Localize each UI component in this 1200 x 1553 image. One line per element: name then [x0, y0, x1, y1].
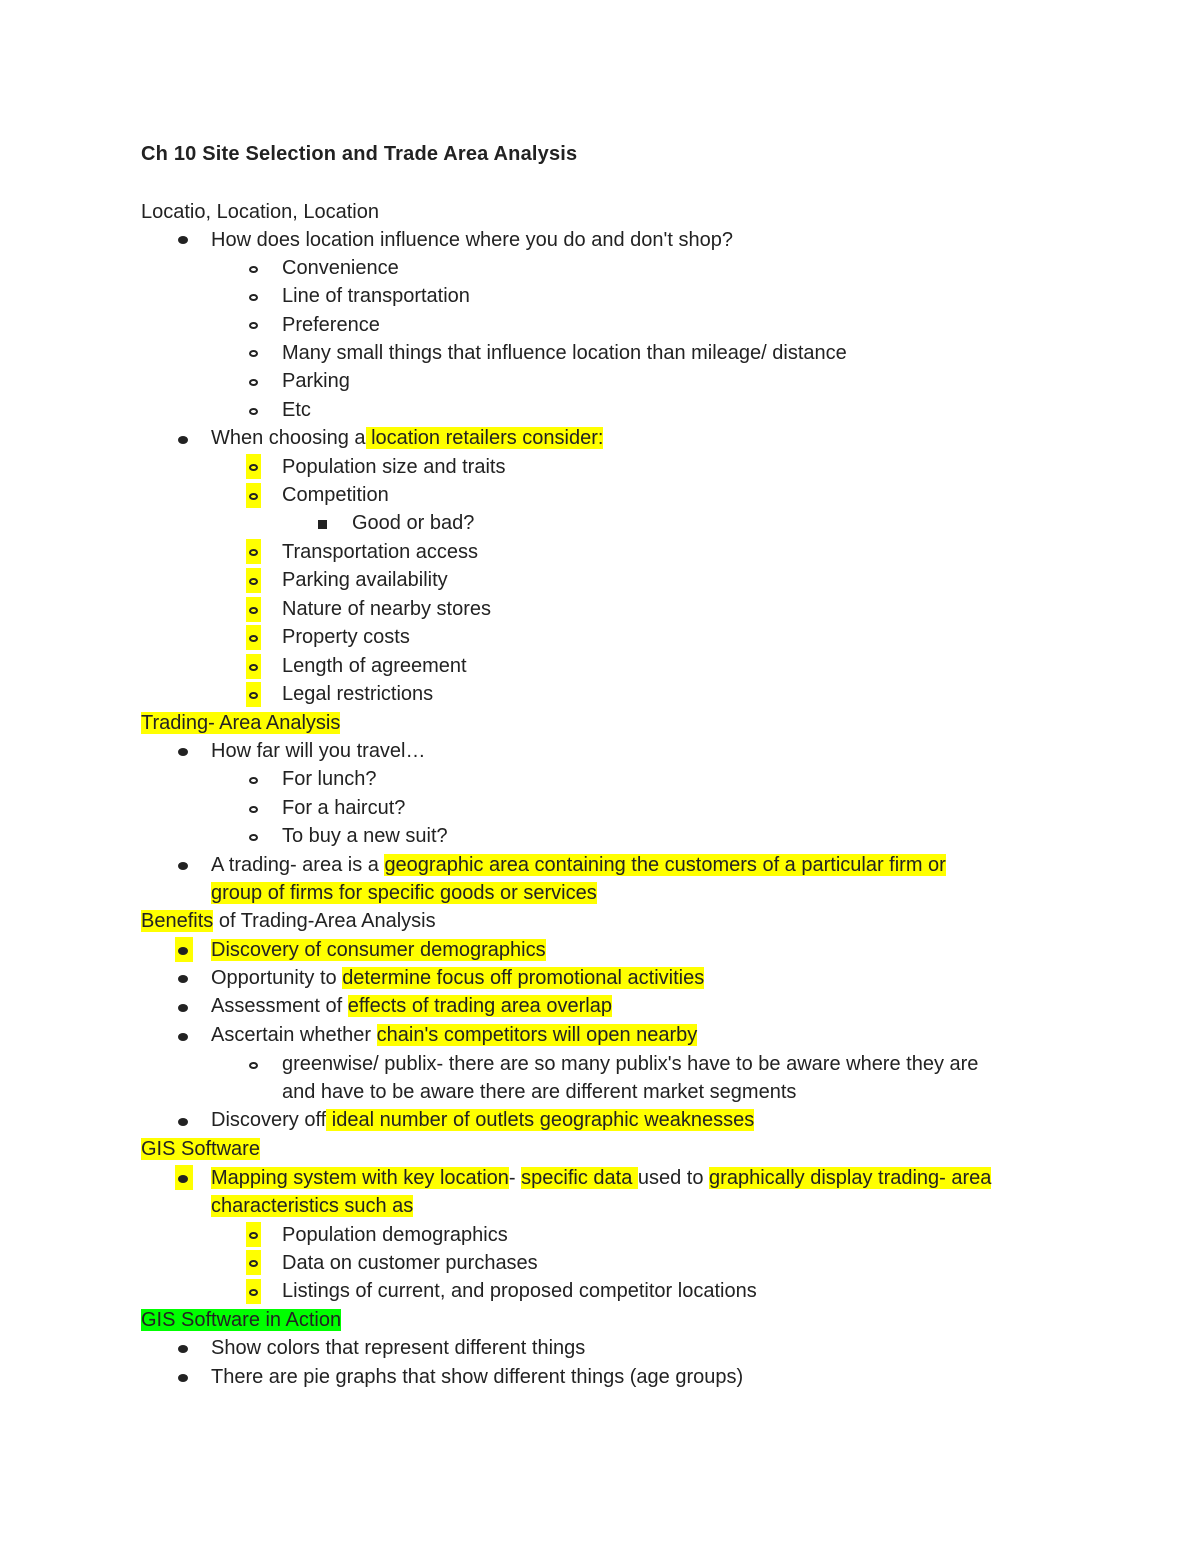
- list-item: Preference: [282, 314, 380, 336]
- list-item: [211, 424, 603, 452]
- circle-bullet-icon: [249, 408, 258, 415]
- list-item-continuation: [211, 1192, 413, 1220]
- section-heading-gis-software: [141, 1135, 260, 1163]
- list-item: To buy a new suit?: [282, 825, 448, 847]
- text: Assessment of: [211, 995, 348, 1017]
- bullet-icon: [178, 1004, 188, 1012]
- list-item-continuation: and have to be aware there are different market segments: [282, 1081, 797, 1103]
- list-item: Parking availability: [282, 569, 448, 591]
- bullet-icon: [178, 1345, 188, 1353]
- highlighted-text: characteristics such as: [211, 1195, 414, 1217]
- section-heading-gis-in-action: [141, 1306, 341, 1334]
- circle-bullet-icon: [249, 806, 258, 813]
- highlighted-text: GIS Software in Action: [141, 1309, 342, 1331]
- bullet-icon: [178, 1175, 188, 1183]
- section-heading-location: Locatio, Location, Location: [141, 201, 379, 223]
- list-item: Length of agreement: [282, 655, 467, 677]
- list-item: Convenience: [282, 257, 399, 279]
- section-heading-trading-area: [141, 709, 340, 737]
- circle-bullet-icon: [249, 1232, 258, 1239]
- circle-bullet-icon: [249, 266, 258, 273]
- highlighted-text: Discovery of consumer demographics: [211, 939, 546, 961]
- text: Ascertain whether: [211, 1024, 377, 1046]
- circle-bullet-icon: [249, 834, 258, 841]
- list-item: [211, 964, 704, 992]
- highlighted-text: chain's competitors will open nearby: [376, 1024, 698, 1046]
- circle-bullet-icon: [249, 578, 258, 585]
- text: Opportunity to: [211, 967, 343, 989]
- list-item: Legal restrictions: [282, 683, 434, 705]
- circle-bullet-icon: [249, 1289, 258, 1296]
- list-item: Population size and traits: [282, 456, 506, 478]
- list-item: Etc: [282, 399, 311, 421]
- highlighted-text: specific data: [521, 1167, 638, 1189]
- list-item: Line of transportation: [282, 285, 470, 307]
- circle-bullet-icon: [249, 350, 258, 357]
- circle-bullet-icon: [249, 493, 258, 500]
- circle-bullet-icon: [249, 607, 258, 614]
- list-item-continuation: [211, 879, 597, 907]
- highlighted-text: graphically display trading- area: [709, 1167, 992, 1189]
- circle-bullet-icon: [249, 1062, 258, 1069]
- list-item: Data on customer purchases: [282, 1252, 538, 1274]
- bullet-icon: [178, 862, 188, 870]
- text: -: [508, 1167, 522, 1189]
- bullet-icon: [178, 436, 188, 444]
- list-item: [211, 992, 612, 1020]
- circle-bullet-icon: [249, 635, 258, 642]
- highlighted-text: GIS Software: [141, 1138, 260, 1160]
- square-bullet-icon: [318, 520, 327, 529]
- list-item: Population demographics: [282, 1224, 508, 1246]
- text: used to: [637, 1167, 710, 1189]
- list-item: How does location influence where you do and don't shop?: [211, 229, 733, 251]
- list-item: [211, 1106, 754, 1134]
- highlighted-text: group of firms for specific goods or services: [211, 882, 597, 904]
- highlighted-text: location retailers consider:: [365, 427, 604, 449]
- circle-bullet-icon: [249, 464, 258, 471]
- highlighted-text: determine focus off promotional activities: [342, 967, 705, 989]
- list-item: [211, 1164, 991, 1192]
- highlighted-text: geographic area containing the customers of a particular firm or: [384, 854, 946, 876]
- highlighted-text: ideal number of outlets geographic weaknesses: [326, 1109, 755, 1131]
- circle-bullet-icon: [249, 664, 258, 671]
- page-title: Ch 10 Site Selection and Trade Area Analysis: [141, 143, 578, 165]
- list-item: Listings of current, and proposed competitor locations: [282, 1280, 757, 1302]
- bullet-icon: [178, 1374, 188, 1382]
- highlighted-text: Mapping system with key location: [211, 1167, 509, 1189]
- circle-bullet-icon: [249, 777, 258, 784]
- list-item: For a haircut?: [282, 797, 406, 819]
- list-item: greenwise/ publix- there are so many publix's have to be aware where they are: [282, 1053, 979, 1075]
- text: Discovery off: [211, 1109, 327, 1131]
- list-item: Many small things that influence location than mileage/ distance: [282, 342, 847, 364]
- circle-bullet-icon: [249, 692, 258, 699]
- list-item: Show colors that represent different things: [211, 1337, 586, 1359]
- circle-bullet-icon: [249, 379, 258, 386]
- list-item: Property costs: [282, 626, 410, 648]
- section-heading-benefits: [141, 907, 436, 935]
- list-item: For lunch?: [282, 768, 377, 790]
- circle-bullet-icon: [249, 549, 258, 556]
- list-item: Transportation access: [282, 541, 479, 563]
- list-item: [211, 851, 946, 879]
- bullet-icon: [178, 1033, 188, 1041]
- list-item: There are pie graphs that show different things (age groups): [211, 1366, 744, 1388]
- list-item: How far will you travel…: [211, 740, 426, 762]
- list-item: Good or bad?: [352, 512, 475, 534]
- list-item: Competition: [282, 484, 389, 506]
- list-item: [211, 1021, 697, 1049]
- circle-bullet-icon: [249, 1260, 258, 1267]
- text: When choosing a: [211, 427, 366, 449]
- circle-bullet-icon: [249, 322, 258, 329]
- bullet-icon: [178, 947, 188, 955]
- list-item: Parking: [282, 370, 350, 392]
- highlighted-text: Trading- Area Analysis: [141, 712, 341, 734]
- highlighted-text: Benefits: [141, 910, 214, 932]
- text: A trading- area is a: [211, 854, 385, 876]
- bullet-icon: [178, 748, 188, 756]
- text: of Trading-Area Analysis: [213, 910, 436, 932]
- bullet-icon: [178, 975, 188, 983]
- list-item: Nature of nearby stores: [282, 598, 491, 620]
- highlighted-text: effects of trading area overlap: [347, 995, 612, 1017]
- bullet-icon: [178, 1118, 188, 1126]
- circle-bullet-icon: [249, 294, 258, 301]
- bullet-icon: [178, 236, 188, 244]
- list-item: [211, 936, 546, 964]
